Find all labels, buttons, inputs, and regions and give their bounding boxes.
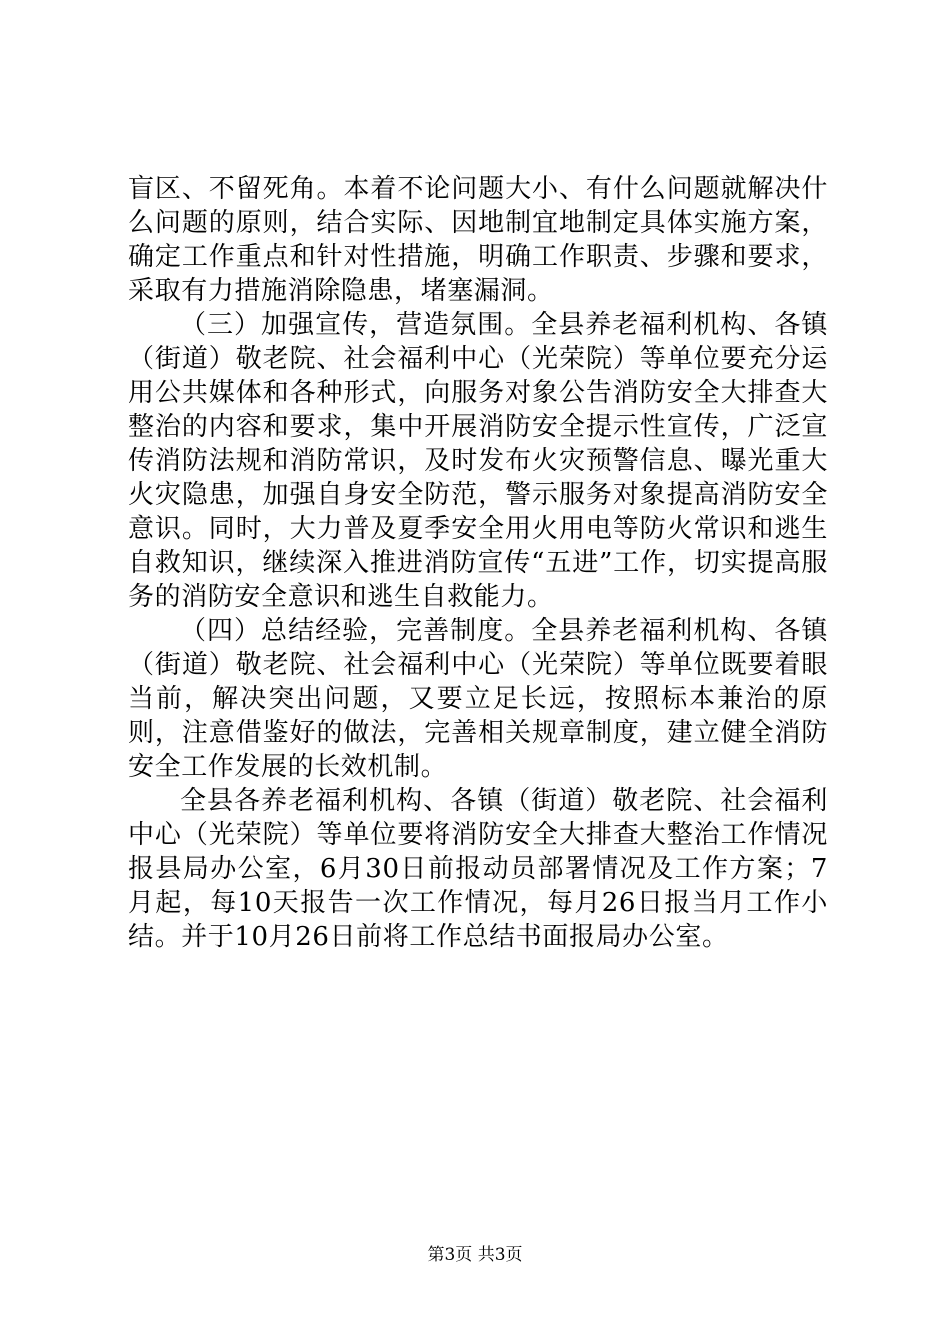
paragraph-continuation: 盲区、不留死角。本着不论问题大小、有什么问题就解决什么问题的原则，结合实际、因地制宜地制定具体实施方案，确定工作重点和针对性措施，明确工作职责、步骤和要求，采取有力措施消除隐患，堵塞漏洞。 — [128, 174, 828, 306]
paragraph-publicity: （三）加强宣传，营造氛围。全县养老福利机构、各镇（街道）敬老院、社会福利中心（光荣院）等单位要充分运用公共媒体和各种形式，向服务对象公告消防安全大排查大整治的内容和要求，集中开展消防安全提示性宣传，广泛宣传消防法规和消防常识，及时发布火灾预警信息、曝光重大火灾隐患，加强自身安全防范，警示服务对象提高消防安全意识。同时，大力普及夏季安全用火用电等防火常识和逃生自救知识，继续深入推进消防宣传“五进”工作，切实提高服务的消防安全意识和逃生自救能力。 — [128, 310, 828, 612]
paragraph-reporting: 全县各养老福利机构、各镇（街道）敬老院、社会福利中心（光荣院）等单位要将消防安全大排查大整治工作情况报县局办公室，6月30日前报动员部署情况及工作方案；7月起，每10天报告一次工作情况，每月26日报当月工作小结。并于10月26日前将工作总结书面报局办公室。 — [128, 786, 828, 952]
document-body — [128, 172, 828, 954]
page-footer: 第3页 共3页 — [427, 1245, 523, 1265]
paragraph-summary-system: （四）总结经验，完善制度。全县养老福利机构、各镇（街道）敬老院、社会福利中心（光荣院）等单位既要着眼当前，解决突出问题，又要立足长远，按照标本兼治的原则，注意借鉴好的做法，完善相关规章制度，建立健全消防安全工作发展的长效机制。 — [128, 616, 828, 782]
